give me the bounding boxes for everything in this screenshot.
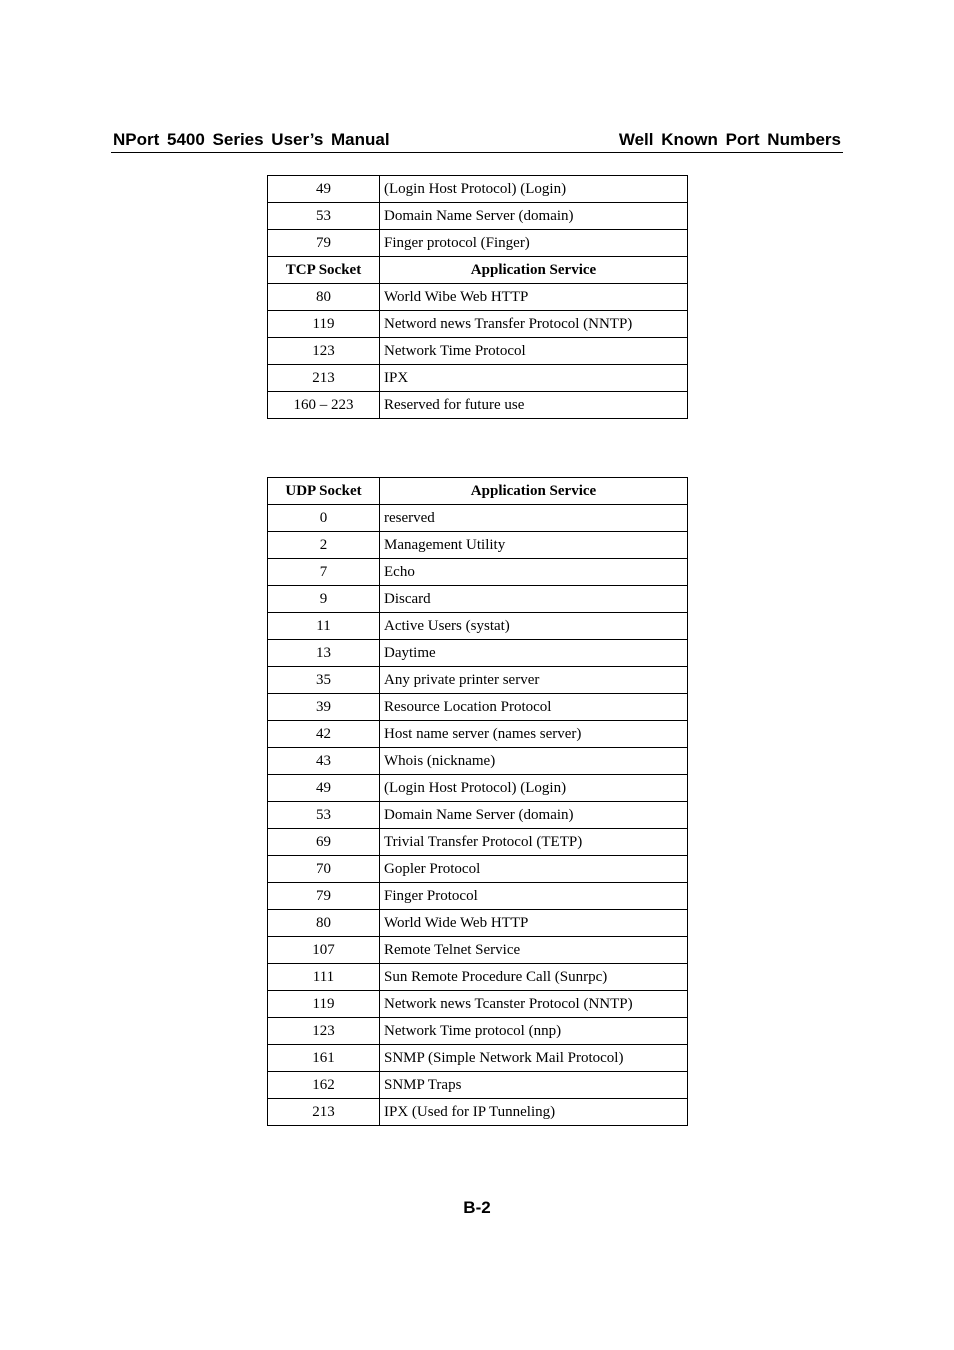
table-row <box>268 1045 688 1072</box>
port-cell: 0 <box>268 505 380 532</box>
port-cell: 69 <box>268 829 380 856</box>
port-cell: 9 <box>268 586 380 613</box>
service-cell: Daytime <box>380 640 688 667</box>
port-cell: 39 <box>268 694 380 721</box>
service-cell: Management Utility <box>380 532 688 559</box>
port-cell: 42 <box>268 721 380 748</box>
port-cell: 70 <box>268 856 380 883</box>
table-row <box>268 1072 688 1099</box>
table-row <box>268 856 688 883</box>
port-cell: 43 <box>268 748 380 775</box>
service-cell: IPX (Used for IP Tunneling) <box>380 1099 688 1126</box>
table-row <box>268 586 688 613</box>
port-cell: 119 <box>268 311 380 338</box>
port-cell: 213 <box>268 365 380 392</box>
port-cell: 80 <box>268 910 380 937</box>
service-cell: Finger Protocol <box>380 883 688 910</box>
table-row <box>268 176 688 203</box>
port-cell: 11 <box>268 613 380 640</box>
port-cell: 35 <box>268 667 380 694</box>
table-row <box>268 532 688 559</box>
table-row <box>268 667 688 694</box>
service-cell: Sun Remote Procedure Call (Sunrpc) <box>380 964 688 991</box>
service-cell: Gopler Protocol <box>380 856 688 883</box>
port-cell: 2 <box>268 532 380 559</box>
service-cell: Whois (nickname) <box>380 748 688 775</box>
table-row <box>268 964 688 991</box>
table-row <box>268 203 688 230</box>
port-cell: 79 <box>268 883 380 910</box>
section-title: Well Known Port Numbers <box>618 130 841 149</box>
port-cell: 13 <box>268 640 380 667</box>
table-row <box>268 230 688 257</box>
service-cell: Trivial Transfer Protocol (TETP) <box>380 829 688 856</box>
tcp-port-table <box>267 175 688 419</box>
table-row <box>268 694 688 721</box>
table-row <box>268 748 688 775</box>
port-cell: 119 <box>268 991 380 1018</box>
service-cell: (Login Host Protocol) (Login) <box>380 176 688 203</box>
table-row <box>268 775 688 802</box>
port-cell: 80 <box>268 284 380 311</box>
service-cell: Reserved for future use <box>380 392 688 419</box>
port-cell: 53 <box>268 203 380 230</box>
service-cell: Domain Name Server (domain) <box>380 203 688 230</box>
port-cell: 123 <box>268 338 380 365</box>
page-number: B-2 <box>463 1198 491 1217</box>
table-row <box>268 829 688 856</box>
service-cell: Network Time Protocol <box>380 338 688 365</box>
table-row <box>268 365 688 392</box>
port-cell: 162 <box>268 1072 380 1099</box>
service-cell: SNMP (Simple Network Mail Protocol) <box>380 1045 688 1072</box>
port-cell: 111 <box>268 964 380 991</box>
port-cell: 7 <box>268 559 380 586</box>
table-row <box>268 505 688 532</box>
port-cell: 123 <box>268 1018 380 1045</box>
service-cell: Active Users (systat) <box>380 613 688 640</box>
service-cell: IPX <box>380 365 688 392</box>
service-cell: Network Time protocol (nnp) <box>380 1018 688 1045</box>
port-cell: 53 <box>268 802 380 829</box>
port-cell: 49 <box>268 775 380 802</box>
table-row <box>268 640 688 667</box>
port-cell: 107 <box>268 937 380 964</box>
port-cell: 49 <box>268 176 380 203</box>
port-cell: 79 <box>268 230 380 257</box>
table-row <box>268 338 688 365</box>
service-cell: Domain Name Server (domain) <box>380 802 688 829</box>
service-cell: SNMP Traps <box>380 1072 688 1099</box>
port-cell: 161 <box>268 1045 380 1072</box>
service-cell: Network news Tcanster Protocol (NNTP) <box>380 991 688 1018</box>
udp-port-table <box>267 477 688 1126</box>
service-cell: Discard <box>380 586 688 613</box>
table-header-row <box>268 257 688 284</box>
table-row <box>268 392 688 419</box>
service-cell: Netword news Transfer Protocol (NNTP) <box>380 311 688 338</box>
column-header-port: TCP Socket <box>268 257 380 284</box>
service-cell: (Login Host Protocol) (Login) <box>380 775 688 802</box>
table-row <box>268 802 688 829</box>
table-row <box>268 937 688 964</box>
table-row <box>268 1018 688 1045</box>
service-cell: reserved <box>380 505 688 532</box>
service-cell: World Wide Web HTTP <box>380 910 688 937</box>
table-row <box>268 910 688 937</box>
manual-title: NPort 5400 Series User’s Manual <box>113 130 390 149</box>
table-row <box>268 311 688 338</box>
service-cell: Resource Location Protocol <box>380 694 688 721</box>
service-cell: World Wibe Web HTTP <box>380 284 688 311</box>
table-row <box>268 991 688 1018</box>
service-cell: Echo <box>380 559 688 586</box>
service-cell: Any private printer server <box>380 667 688 694</box>
table-row <box>268 883 688 910</box>
table-header-row <box>268 478 688 505</box>
service-cell: Finger protocol (Finger) <box>380 230 688 257</box>
column-header-service: Application Service <box>380 478 688 505</box>
service-cell: Remote Telnet Service <box>380 937 688 964</box>
column-header-port: UDP Socket <box>268 478 380 505</box>
table-row <box>268 721 688 748</box>
table-row <box>268 559 688 586</box>
column-header-service: Application Service <box>380 257 688 284</box>
page-header <box>111 128 843 153</box>
port-cell: 160 – 223 <box>268 392 380 419</box>
port-cell: 213 <box>268 1099 380 1126</box>
table-row <box>268 613 688 640</box>
service-cell: Host name server (names server) <box>380 721 688 748</box>
table-row <box>268 1099 688 1126</box>
table-row <box>268 284 688 311</box>
